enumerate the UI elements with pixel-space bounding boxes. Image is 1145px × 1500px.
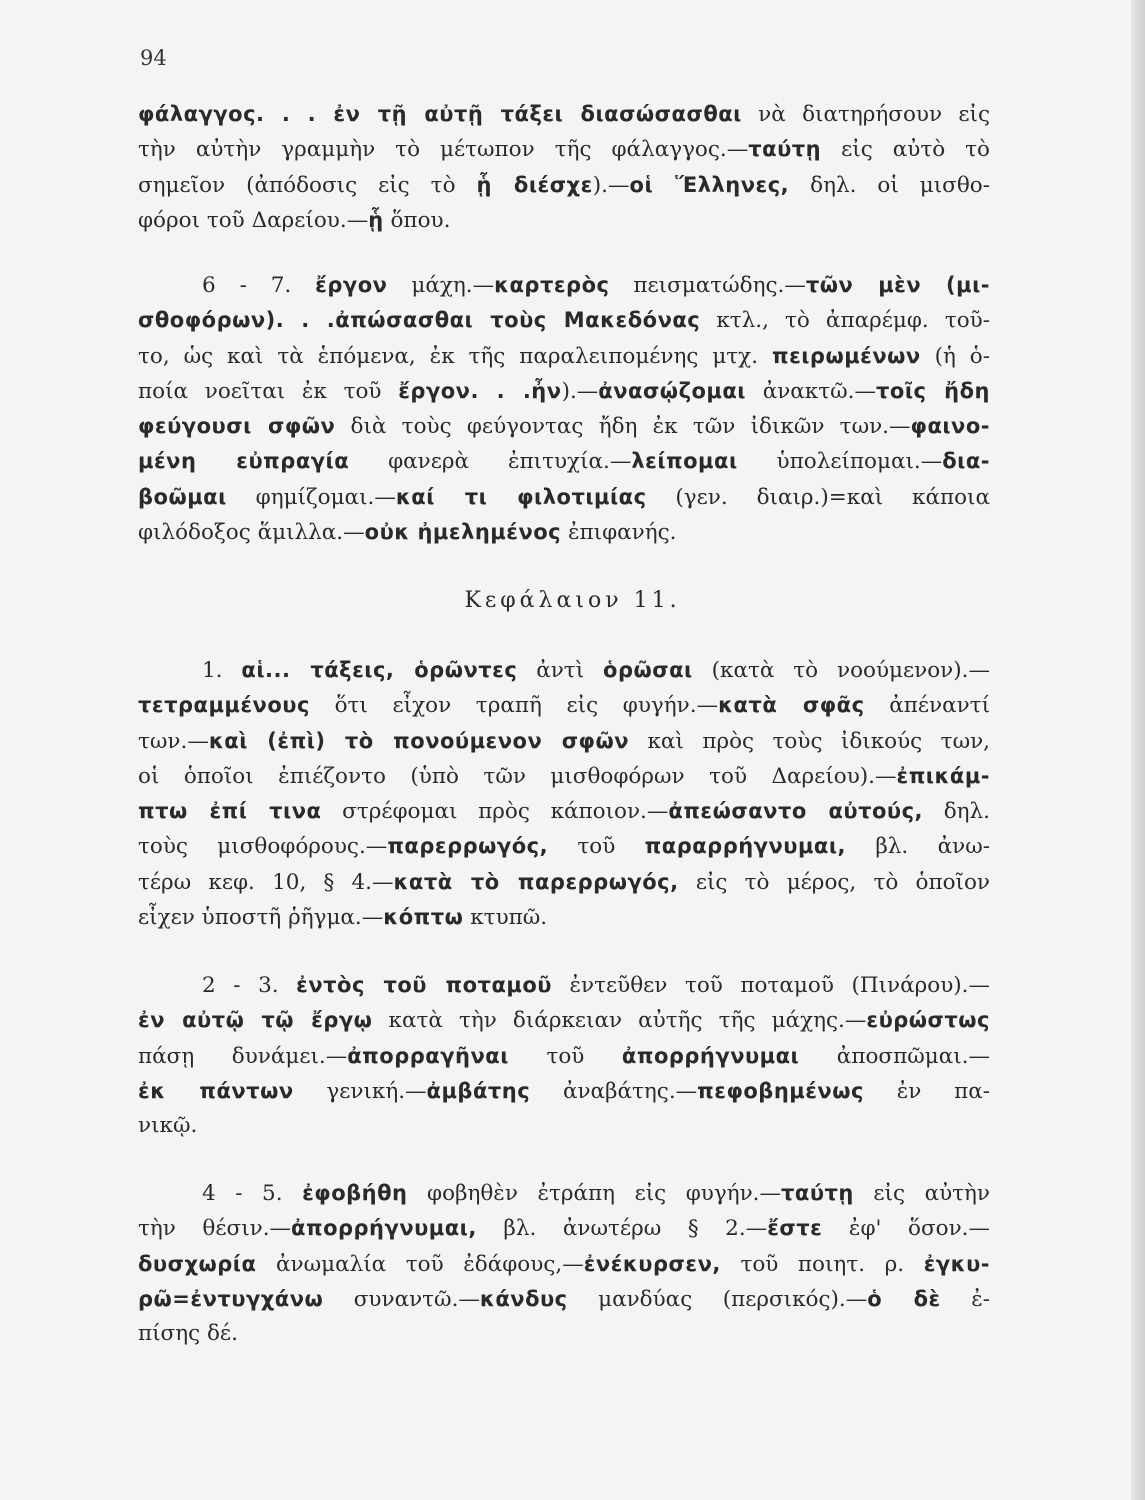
text-line	[138, 653, 990, 688]
gloss-text: τὴν αὐτὴν γραμμὴν τὸ μέτωπον τῆς φάλαγγος.—	[138, 137, 749, 163]
text-line	[138, 724, 990, 759]
page-edge-shadow	[1131, 0, 1145, 1500]
bold-term: ἐκ πάντων	[138, 1078, 294, 1103]
gloss-text: το, ὡς καὶ τὰ ἑπόμενα, ἐκ τῆς παραλειπομένης μτχ.	[138, 343, 772, 369]
paragraph-6-7	[138, 268, 990, 550]
bold-term: οἱ Ἕλληνες,	[629, 172, 790, 197]
gloss-text: τὴν θέσιν.—	[138, 1216, 292, 1242]
text-line	[138, 1247, 990, 1282]
bold-term: ἀπορρήγνυμαι,	[291, 1216, 477, 1241]
text-line	[138, 515, 990, 550]
gloss-text: φοβηθὲν ἐτράπη εἰς φυγήν.—	[407, 1181, 781, 1206]
paragraph-1-ch11	[138, 653, 990, 935]
gloss-text: βλ. ἀνωτέρω § 2.—	[476, 1216, 768, 1242]
gloss-text: κατὰ τὴν διάρκειαν αὐτῆς τῆς μάχης.—	[372, 1008, 867, 1034]
gloss-text: ἐν πα-	[863, 1078, 990, 1104]
gloss-text: φημίζομαι.—	[226, 484, 396, 510]
bold-term: ἀμβάτης	[426, 1078, 531, 1103]
text-line	[138, 1039, 990, 1074]
gloss-text: ἐφ' ὅσον.—	[822, 1216, 990, 1242]
gloss-text: βλ. ἀνω-	[846, 834, 991, 860]
gloss-text: (κατὰ τὸ νοούμενον).—	[692, 658, 990, 683]
bold-term: ᾗ	[368, 207, 384, 232]
bold-term: ρῶ=ἐντυγχάνω	[138, 1286, 324, 1311]
bold-term: ταύτῃ	[748, 137, 822, 162]
bold-term: φεύγουσι σφῶν	[138, 414, 336, 439]
gloss-text: στρέφομαι πρὸς κάποιον.—	[321, 799, 669, 825]
bold-term: κατὰ σφᾶς	[718, 693, 865, 718]
gloss-text: ἐπιφανής.	[561, 520, 677, 546]
gloss-text: τοὺς μισθοφόρους.—	[138, 834, 388, 860]
gloss-text: οἱ ὁποῖοι ἐπιέζοντο (ὑπὸ τῶν μισθοφόρων τοῦ Δαρείου).—	[138, 763, 897, 789]
gloss-text: μανδύας (περσικός).—	[567, 1286, 868, 1312]
bold-term: λείπομαι	[631, 449, 738, 474]
bold-term: ἐγκυ-	[923, 1251, 990, 1276]
bold-term: ὁ δὲ	[867, 1286, 941, 1311]
gloss-text: γενική.—	[293, 1078, 427, 1104]
gloss-text: ἀνακτῶ.—	[745, 378, 876, 404]
gloss-text: ἀνωμαλία τοῦ ἐδάφους,—	[256, 1251, 584, 1277]
gloss-text: διὰ τοὺς φεύγοντας ἤδη ἐκ τῶν ἰδικῶν των.—	[335, 414, 911, 440]
gloss-text: 4 - 5.	[202, 1181, 303, 1206]
gloss-text: νικῷ.	[138, 1113, 198, 1139]
paragraph-1	[138, 97, 990, 238]
text-line	[138, 203, 990, 238]
gloss-text: ὅπου.	[383, 207, 451, 233]
gloss-text: πίσης δέ.	[138, 1321, 238, 1347]
bold-term: κατὰ τὸ παρερρωγός,	[393, 869, 679, 894]
text-line	[138, 968, 990, 1003]
bold-term: αἱ... τάξεις, ὁρῶντες	[241, 658, 518, 682]
bold-term: ἐνέκυρσεν,	[583, 1251, 721, 1276]
page-number: 94	[140, 46, 167, 70]
gloss-text: ).—	[561, 378, 599, 404]
text-line	[138, 1317, 990, 1351]
gloss-text: των.—	[138, 728, 209, 754]
bold-term: ἀπορρήγνυμαι	[621, 1043, 800, 1068]
gloss-text: 1.	[202, 658, 242, 683]
bold-term: καί τι φιλοτιμίας	[395, 484, 647, 509]
text-line	[138, 829, 990, 864]
gloss-text: ποία νοεῖται ἐκ τοῦ	[138, 378, 399, 404]
gloss-text: σημεῖον (ἀπόδοσις εἰς τὸ	[138, 172, 477, 198]
gloss-text: φανερὰ ἐπιτυχία.—	[349, 449, 632, 475]
gloss-text: ἀποσπῶμαι.—	[799, 1043, 990, 1069]
bold-term: ἐφοβήθη	[302, 1181, 408, 1205]
gloss-text: ἀντὶ	[517, 658, 604, 683]
bold-term: ἐντὸς τοῦ ποταμοῦ	[296, 973, 552, 997]
gloss-text: ἀπέναντί	[864, 693, 991, 719]
text-line	[138, 132, 990, 167]
gloss-text: ἐντεῦθεν τοῦ ποταμοῦ (Πινάρου).—	[551, 973, 990, 998]
text-line	[138, 168, 990, 203]
bold-term: ὁρῶσαι	[603, 658, 693, 682]
bold-term: δια-	[942, 449, 990, 474]
text-line	[138, 1282, 990, 1317]
bold-term: φαινο-	[910, 414, 990, 439]
text-line	[138, 1109, 990, 1143]
gloss-text: κτυπῶ.	[463, 905, 548, 931]
bold-term: ἀπεώσαντο αὐτούς,	[668, 799, 924, 824]
bold-term: ἀνασῴζομαι	[598, 378, 746, 403]
bold-term: ᾗ διέσχε	[476, 172, 593, 197]
gloss-text: ὅτι εἶχον τραπῆ εἰς φυγήν.—	[309, 693, 719, 719]
bold-term: ἔργον	[315, 273, 388, 297]
gloss-text: δηλ. οἱ μισθο-	[789, 172, 990, 198]
gloss-text: (ἡ ὁ-	[920, 343, 991, 369]
gloss-text: εἰς τὸ μέρος, τὸ ὁποῖον	[678, 869, 990, 895]
paragraph-4-5	[138, 1176, 990, 1351]
bold-term: πεφοβημένως	[697, 1078, 864, 1103]
bold-term: πειρωμένων	[771, 343, 921, 368]
bold-term: τοῖς ἤδη	[876, 378, 990, 403]
gloss-text: κτλ., τὸ ἀπαρέμφ. τοῦ-	[700, 308, 990, 334]
text-line	[138, 865, 990, 900]
text-line	[138, 444, 990, 479]
bold-term: παραρρήγνυμαι,	[644, 834, 847, 859]
gloss-text: 6 - 7.	[202, 273, 316, 298]
bold-term: καὶ (ἐπὶ) τὸ πονούμενον σφῶν	[208, 728, 630, 753]
bold-term: οὐκ ἠμελημένος	[364, 520, 562, 545]
bold-term: ἀπορραγῆναι	[347, 1043, 509, 1068]
bold-term: παρερρωγός,	[387, 834, 549, 859]
gloss-text: εἰς αὐτὴν	[853, 1181, 991, 1206]
text-line	[138, 1003, 990, 1038]
text-line	[138, 1074, 990, 1109]
text-line	[138, 480, 990, 515]
gloss-text: δηλ.	[923, 799, 991, 825]
gloss-text: νὰ διατηρήσουν εἰς	[741, 102, 990, 127]
bold-term: τῶν μὲν (μι-	[805, 273, 990, 297]
bold-term: καρτερὸς	[494, 273, 610, 297]
gloss-text: τοῦ ποιητ. ρ.	[720, 1251, 924, 1277]
text-line	[138, 303, 990, 338]
text-line	[138, 759, 990, 794]
gloss-text: μάχη.—	[387, 273, 495, 298]
bold-term: φάλαγγος. . . ἐν τῇ αὐτῇ τάξει διασώσασθαι	[138, 102, 742, 126]
gloss-text: φιλόδοξος ἅμιλλα.—	[138, 520, 365, 546]
bold-term: ταύτῃ	[781, 1181, 854, 1205]
gloss-text: πάσῃ δυνάμει.—	[138, 1043, 348, 1069]
gloss-text: ἀναβάτης.—	[530, 1078, 698, 1104]
bold-term: μένη εὐπραγία	[138, 449, 350, 474]
text-line	[138, 97, 990, 132]
gloss-text: φόροι τοῦ Δαρείου.—	[138, 207, 369, 233]
gloss-text: τοῦ	[548, 834, 645, 860]
bold-term: κόπτω	[383, 905, 464, 930]
bold-term: ἔργον. . .ἦν	[398, 378, 562, 403]
bold-term: σθοφόρων). . .ἀπώσασθαι τοὺς Μακεδόνας	[138, 308, 701, 333]
gloss-text: καὶ πρὸς τοὺς ἰδικούς των,	[629, 728, 991, 754]
text-line	[138, 339, 990, 374]
bold-term: δυσχωρία	[138, 1251, 257, 1276]
gloss-text: τοῦ	[508, 1043, 622, 1069]
gloss-text: πεισματώδης.—	[609, 273, 806, 298]
text-line	[138, 794, 990, 829]
gloss-text: 2 - 3.	[202, 973, 297, 998]
text-line	[138, 688, 990, 723]
gloss-text: εἶχεν ὑποστῆ ῥῆγμα.—	[138, 905, 384, 931]
bold-term: βοῶμαι	[138, 484, 227, 509]
text-line	[138, 900, 990, 935]
gloss-text: ὑπολείπομαι.—	[737, 449, 943, 475]
gloss-text: ).—	[592, 172, 630, 198]
text-line	[138, 268, 990, 303]
text-line	[138, 1211, 990, 1246]
gloss-text: (γεν. διαιρ.)=καὶ κάποια	[646, 484, 990, 510]
gloss-text: τέρω κεφ. 10, § 4.—	[138, 869, 394, 895]
bold-term: πτω ἐπί τινα	[138, 799, 322, 824]
text-line	[138, 374, 990, 409]
chapter-heading: Κεφάλαιον 11.	[464, 588, 681, 613]
bold-term: κάνδυς	[479, 1286, 568, 1311]
text-line	[138, 1176, 990, 1211]
gloss-text: συναντῶ.—	[323, 1286, 480, 1312]
text-line	[138, 409, 990, 444]
bold-term: ἐπικάμ-	[896, 763, 990, 788]
bold-term: τετραμμένους	[138, 693, 310, 718]
gloss-text: εἰς αὐτὸ τὸ	[821, 137, 990, 163]
bold-term: εὐρώστως	[866, 1008, 990, 1033]
bold-term: ἔστε	[767, 1216, 823, 1241]
bold-term: ἐν αὐτῷ τῷ ἔργῳ	[138, 1008, 373, 1033]
gloss-text: ἐ-	[940, 1286, 990, 1312]
paragraph-2-3	[138, 968, 990, 1143]
